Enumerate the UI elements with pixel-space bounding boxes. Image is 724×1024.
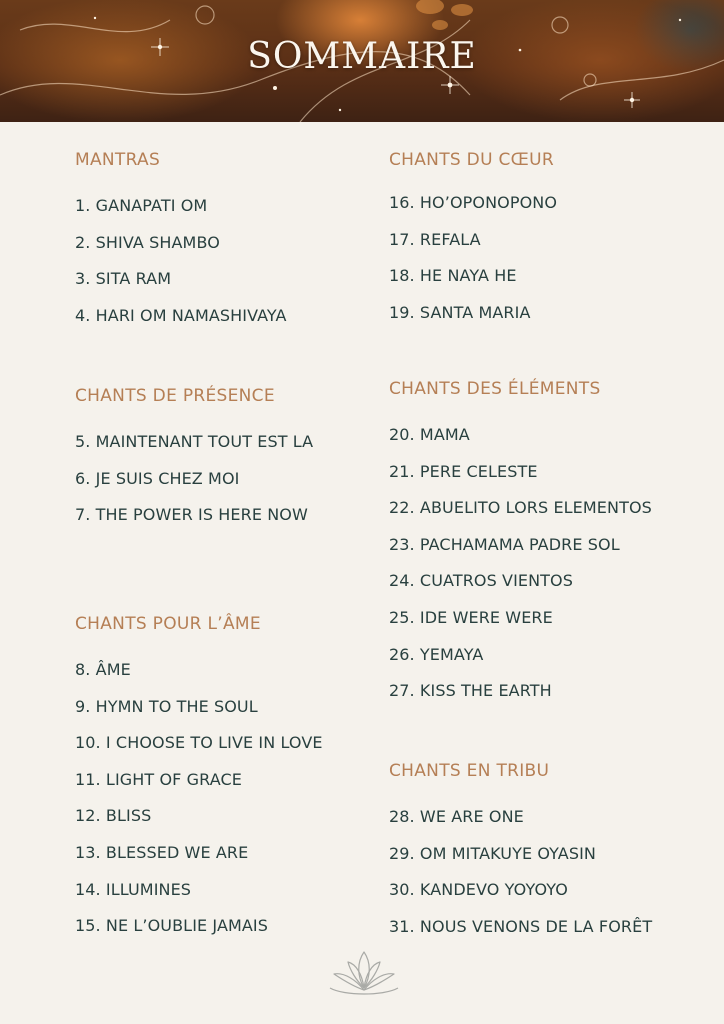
list-item: 3. SITA RAM [75,269,172,289]
list-item: 24. CUATROS VIENTOS [389,571,574,591]
list-item: 15. NE L’OUBLIE JAMAIS [75,916,269,936]
list-item: 31. NOUS VENONS DE LA FORÊT [389,916,653,936]
lotus-icon [326,948,402,1000]
section-title: CHANTS DU CŒUR [389,150,555,170]
section-presence [75,386,375,541]
list-item: 19. SANTA MARIA [389,302,531,322]
list-item: 10. I CHOOSE TO LIVE IN LOVE [75,733,323,753]
list-item: 8. ÂME [75,660,131,679]
section-ame [75,614,375,952]
list-item: 5. MAINTENANT TOUT EST LA [75,432,314,451]
list-item: 4. HARI OM NAMASHIVAYA [75,305,287,325]
list-item: 6. JE SUIS CHEZ MOI [75,468,240,488]
list-item: 30. KANDEVO YOYOYO [389,880,568,900]
section-title: CHANTS EN TRIBU [389,761,550,781]
list-item: 13. BLESSED WE ARE [75,842,249,862]
list-item: 1. GANAPATI OM [75,196,208,215]
section-title: CHANTS DES ÉLÉMENTS [389,379,601,399]
section-elements [389,379,709,717]
list-item: 22. ABUELITO LORS ELEMENTOS [389,498,652,518]
header-banner [0,0,724,122]
list-item: 20. MAMA [389,425,470,444]
list-item: 9. HYMN TO THE SOUL [75,696,258,716]
list-item: 17. REFALA [389,229,481,249]
section-coeur [389,150,709,338]
list-item: 18. HE NAYA HE [389,266,517,286]
list-item: 23. PACHAMAMA PADRE SOL [389,534,620,554]
section-mantras [75,150,375,341]
list-item: 2. SHIVA SHAMBO [75,232,220,252]
page-title: SOMMAIRE [247,36,477,77]
list-item: 14. ILLUMINES [75,879,192,899]
section-tribu [389,761,709,952]
list-item: 11. LIGHT OF GRACE [75,769,242,789]
list-item: 26. YEMAYA [389,644,484,664]
section-title: CHANTS POUR L’ÂME [75,614,261,634]
list-item: 28. WE ARE ONE [389,807,524,826]
list-item: 27. KISS THE EARTH [389,681,552,701]
list-item: 16. HO’OPONOPONO [389,193,558,212]
list-item: 7. THE POWER IS HERE NOW [75,505,308,525]
list-item: 25. IDE WERE WERE [389,607,553,627]
list-item: 12. BLISS [75,806,152,826]
list-item: 29. OM MITAKUYE OYASIN [389,843,596,863]
section-title: CHANTS DE PRÉSENCE [75,386,275,406]
section-title: MANTRAS [75,150,161,170]
list-item: 21. PERE CELESTE [389,461,538,481]
